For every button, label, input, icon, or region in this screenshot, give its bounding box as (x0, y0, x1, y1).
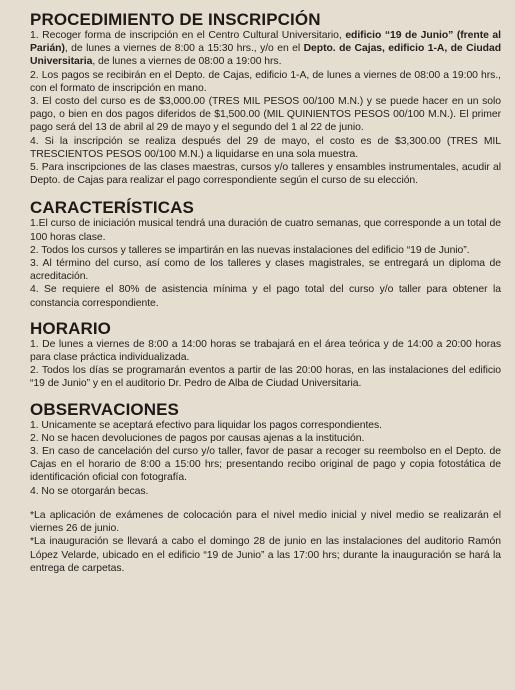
paragraph: 1. Unicamente se aceptará efectivo para liquidar los pagos correspondientes. (30, 419, 382, 431)
section-title: PROCEDIMIENTO DE INSCRIPCIÓN (30, 10, 321, 29)
paragraph: 1. De lunes a viernes de 8:00 a 14:00 horas se trabajará en el área teórica y de 14:00 a 20:00 horas para clase práctica individualizada. (30, 338, 501, 364)
paragraph (30, 29, 501, 69)
section-procedimiento (30, 11, 501, 187)
paragraph: 2. Todos los días se programarán eventos a partir de las 20:00 horas, en las instalaciones del edificio “19 de Junio” y en el auditorio Dr. Pedro de Alba de Ciudad Universitaria. (30, 365, 501, 390)
section-horario (30, 320, 501, 391)
paragraph: 3. Al término del curso, así como de los talleres y clases magistrales, se entregará un diploma de acreditación. (30, 258, 501, 283)
text-run: , de lunes a viernes de 08:00 a 19:00 hrs. (92, 56, 282, 68)
paragraph: 2. Todos los cursos y talleres se impartirán en las nuevas instalaciones del edificio “19 de Junio”. (30, 244, 470, 256)
section-observaciones (30, 401, 501, 498)
section-title: HORARIO (30, 318, 111, 338)
text-run: 1. Recoger forma de inscripción en el Centro Cultural Universitario, (30, 30, 346, 41)
paragraph: 1.El curso de iniciación musical tendrá una duración de cuatro semanas, que corresponde a un total de 100 horas clase. (30, 218, 501, 243)
paragraph: 5. Para inscripciones de las clases maestras, cursos y/o talleres y ensambles instrumentales, acudir al Depto. de Cajas para realizar el pago correspondiente según el curso de su elección. (30, 162, 501, 187)
section-caracteristicas (30, 199, 501, 309)
paragraph: 2. No se hacen devoluciones de pagos por causas ajenas a la institución. (30, 432, 365, 444)
footnote: *La inauguración se llevará a cabo el domingo 28 de junio en las instalaciones del auditorio Ramón López Velarde, ubicado en el edificio “19 de Junio” a las 17:00 hrs; durante la inauguración se hará la entrega de carpetas. (30, 536, 501, 574)
paragraph: 4. No se otorgarán becas. (30, 485, 149, 497)
paragraph: 4. Si la inscripción se realiza después del 29 de mayo, el costo es de $3,300.00 (TRES MIL TRESCIENTOS PESOS 00/100 M.N.) a liquidarse en una sola muestra. (30, 135, 501, 160)
paragraph: 3. En caso de cancelación del curso y/o taller, favor de pasar a recoger su reembolso en el Depto. de Cajas en el horario de 8:00 a 15:00 hrs; presentando recibo original de pago y copia fotostática de identificación oficial con fotografía. (30, 446, 501, 484)
paragraph: 2. Los pagos se recibirán en el Depto. de Cajas, edificio 1-A, de lunes a viernes de 08:00 a 19:00 hrs., con el formato de inscripción en mano. (30, 69, 501, 94)
section-title: CARACTERÍSTICAS (30, 198, 194, 218)
footnotes (30, 509, 501, 575)
paragraph: 3. El costo del curso es de $3,000.00 (TRES MIL PESOS 00/100 M.N.) y se puede hacer en un solo pago, o bien en dos pagos diferidos de $1,500.00 (MIL QUINIENTOS PESOS 00/100 M.N.). El primer pago será del 13 de abril al 29 de mayo y el segundo del 1 al 22 de junio. (30, 96, 501, 134)
bold-text: Depto. de Cajas, edificio 1-A, de Ciudad Universitaria (30, 43, 501, 68)
text-run: , de lunes a viernes de 8:00 a 15:30 hrs., y/o en el (64, 43, 304, 55)
bold-text: edificio “19 de Junio” (frente al Parián) (30, 30, 501, 55)
section-title: OBSERVACIONES (30, 399, 179, 419)
paragraph: 4. Se requiere el 80% de asistencia mínima y el pago total del curso y/o taller para obtener la constancia correspondiente. (30, 284, 501, 309)
footnote: *La aplicación de exámenes de colocación para el nivel medio inicial y nivel medio se realizarán el viernes 26 de junio. (30, 509, 501, 535)
